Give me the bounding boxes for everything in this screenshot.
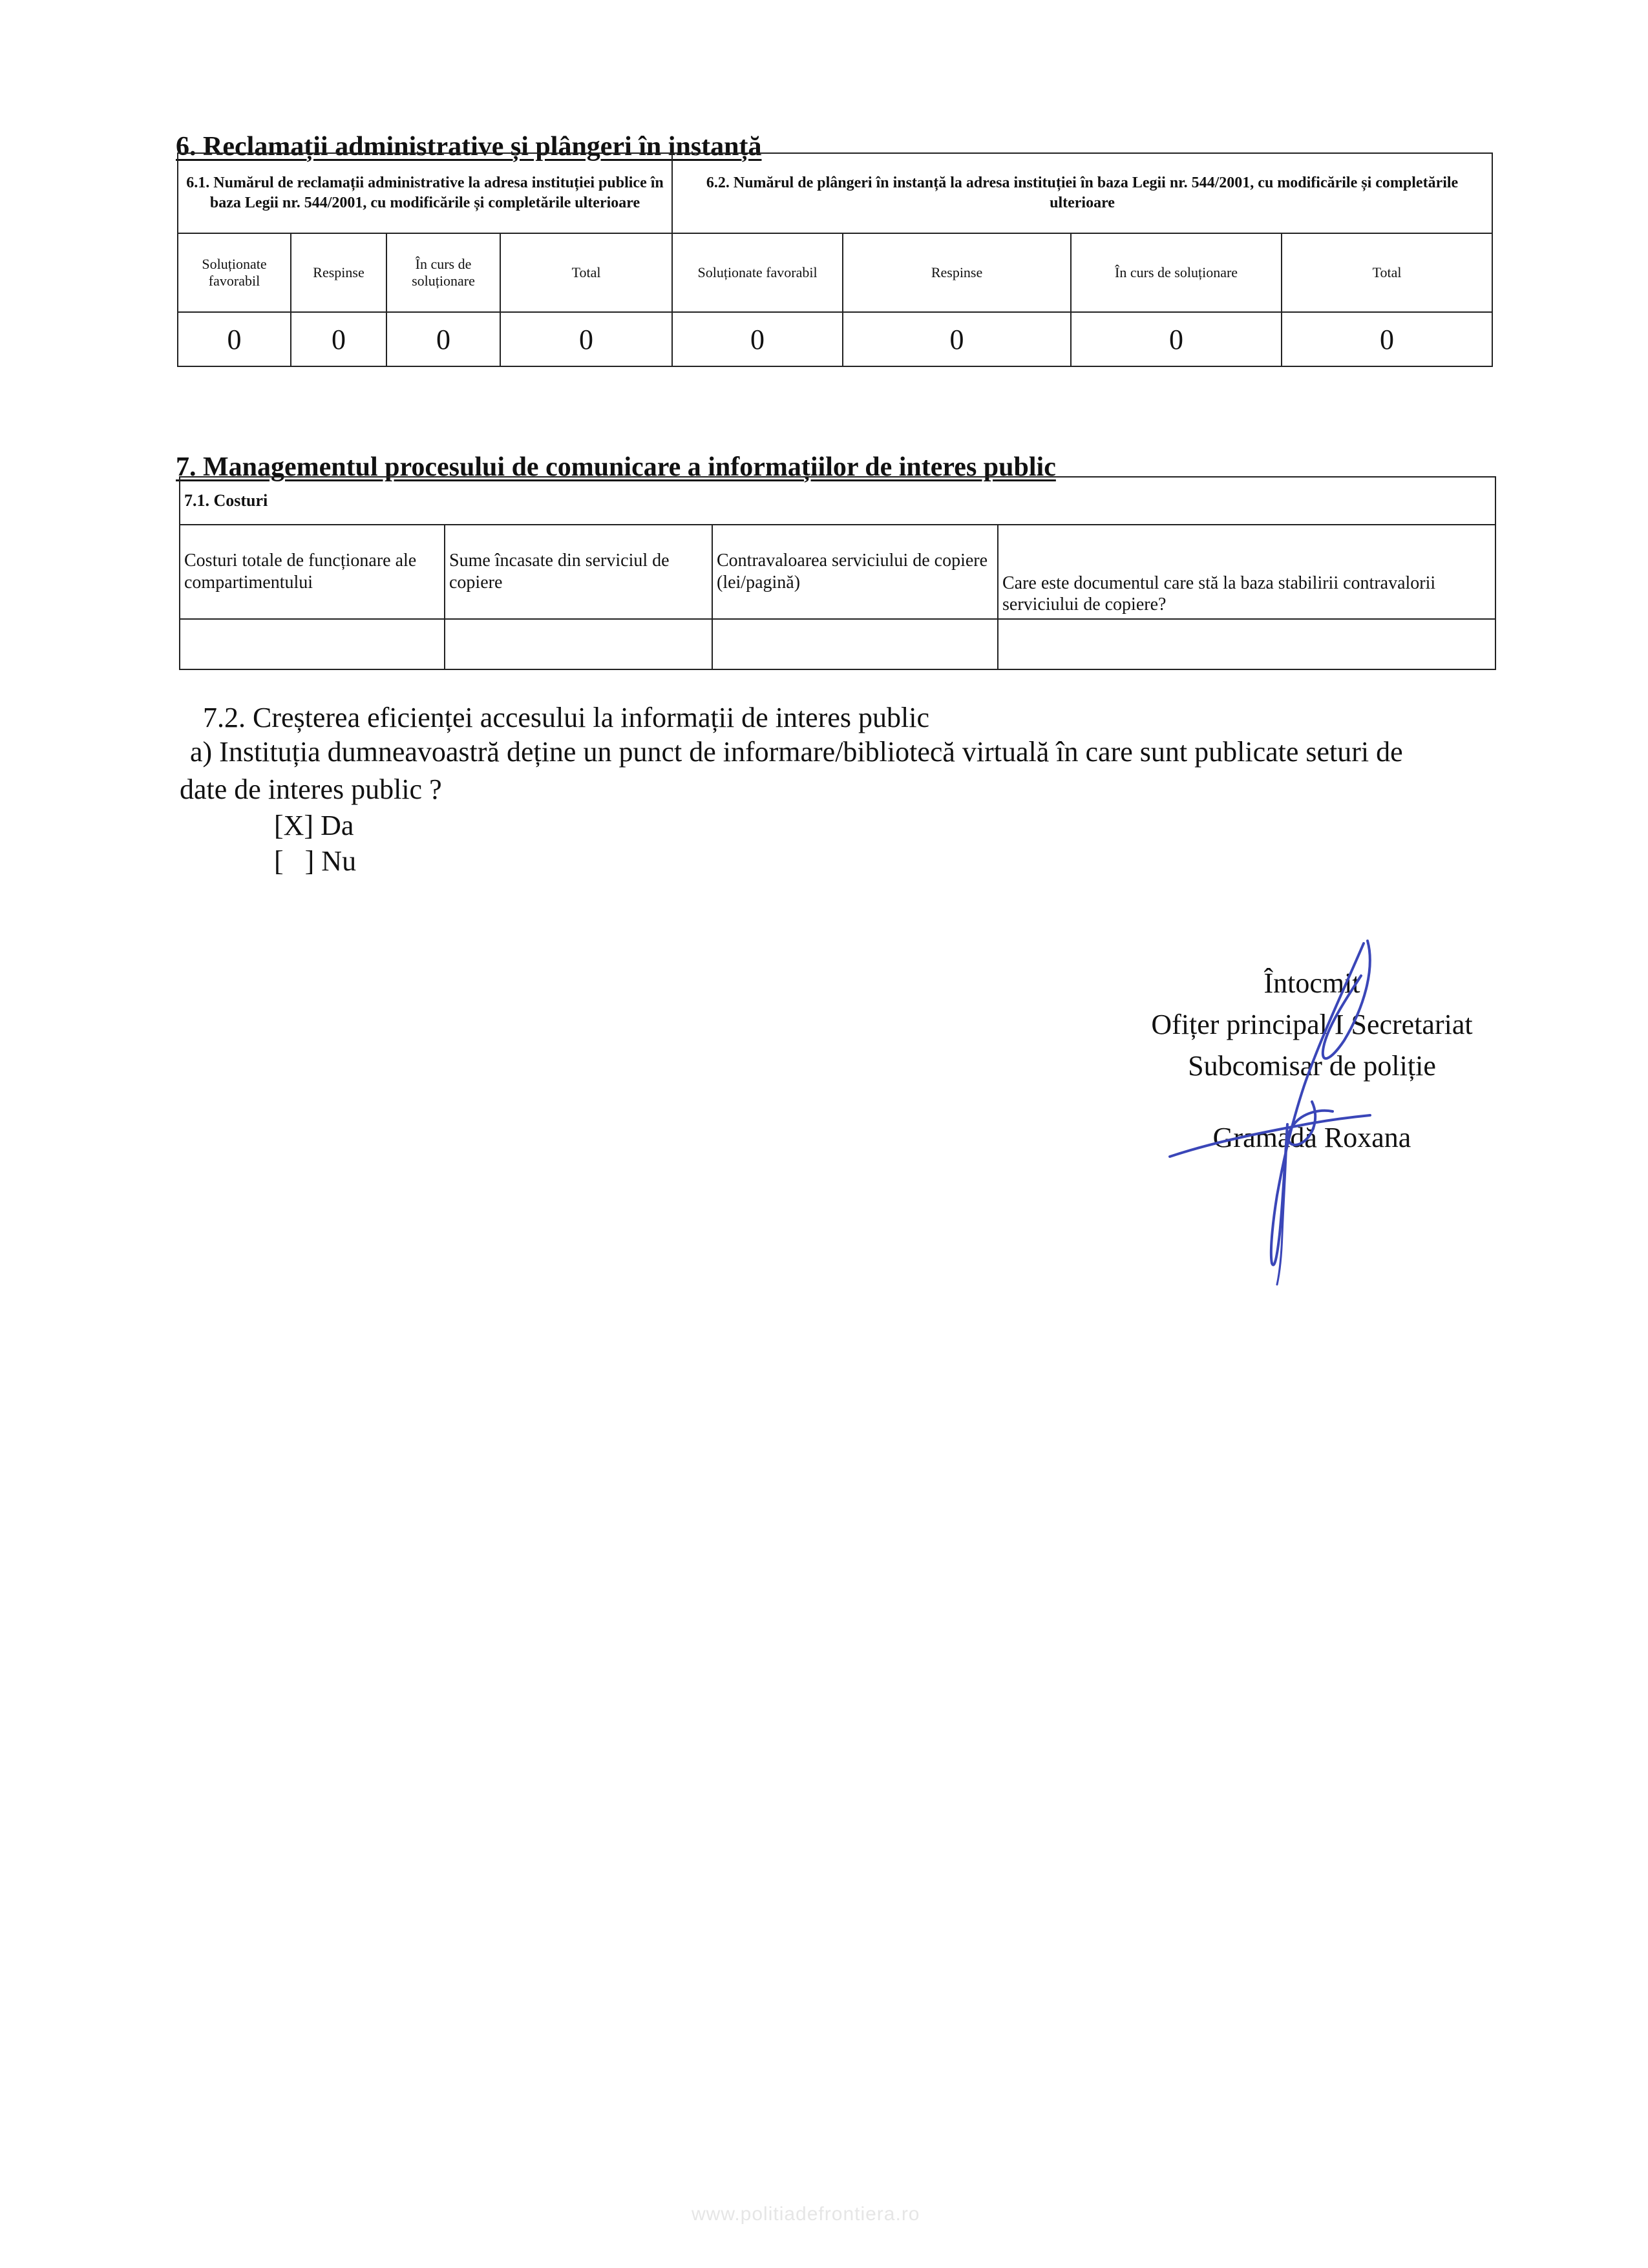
value-rejected-6-1: 0 bbox=[291, 312, 386, 366]
value-pending-6-2: 0 bbox=[1071, 312, 1282, 366]
question-line-2: date de interes public ? bbox=[180, 773, 442, 805]
efficiency-title: 7.2. Creșterea eficienței accesului la informații de interes public bbox=[203, 702, 929, 733]
col-header-total-6-1: Total bbox=[500, 233, 672, 312]
cost-value-basis-document bbox=[998, 619, 1495, 669]
cost-value-total-operating bbox=[180, 619, 445, 669]
col-header-rejected-6-1: Respinse bbox=[291, 233, 386, 312]
cost-value-copy-price bbox=[712, 619, 998, 669]
col-header-rejected-6-2: Respinse bbox=[843, 233, 1071, 312]
value-pending-6-1: 0 bbox=[386, 312, 500, 366]
col-header-resolved-6-2: Soluționate favorabil bbox=[672, 233, 843, 312]
complaints-table bbox=[177, 152, 1493, 367]
option-no: [ ] Nu bbox=[274, 845, 357, 877]
question-line-1: a) Instituția dumneavoastră deține un punct de informare/bibliotecă virtuală în care sunt publicate seturi de bbox=[190, 736, 1403, 768]
signature-rank-position: Ofițer principal I Secretariat bbox=[1151, 1008, 1473, 1040]
watermark: www.politiadefrontiera.ro bbox=[692, 2203, 920, 2225]
section-7-title: 7. Managementul procesului de comunicare a informațiilor de interes public bbox=[176, 452, 1056, 482]
col-header-pending-6-1: În curs de soluționare bbox=[386, 233, 500, 312]
cost-col-total-operating: Costuri totale de funcționare ale compartimentului bbox=[180, 525, 445, 619]
costs-table bbox=[179, 476, 1496, 670]
section-6-title: 6. Reclamații administrative și plângeri în instanță bbox=[176, 132, 762, 162]
value-resolved-6-1: 0 bbox=[178, 312, 291, 366]
signature-police-rank: Subcomisar de poliție bbox=[1188, 1049, 1436, 1082]
costs-header: 7.1. Costuri bbox=[180, 477, 1495, 525]
value-total-6-2: 0 bbox=[1282, 312, 1492, 366]
value-total-6-1: 0 bbox=[500, 312, 672, 366]
cost-col-basis-document: Care este documentul care stă la baza stabilirii contravalorii serviciului de copiere? bbox=[998, 525, 1495, 619]
col-header-pending-6-2: În curs de soluționare bbox=[1071, 233, 1282, 312]
cost-col-copy-income: Sume încasate din serviciul de copiere bbox=[445, 525, 712, 619]
group-header-6-1: 6.1. Numărul de reclamații administrative la adresa instituției publice în baza Legii nr. 544/2001, cu modificările și completările ulterioare bbox=[178, 153, 672, 233]
signature-prepared-by: Întocmit bbox=[1263, 967, 1360, 999]
cost-value-copy-income bbox=[445, 619, 712, 669]
signature-name: Gramadă Roxana bbox=[1212, 1122, 1411, 1154]
col-header-resolved-6-1: Soluționate favorabil bbox=[178, 233, 291, 312]
handwritten-signature-icon bbox=[1150, 930, 1422, 1292]
value-resolved-6-2: 0 bbox=[672, 312, 843, 366]
group-header-6-2: 6.2. Numărul de plângeri în instanță la adresa instituției în baza Legii nr. 544/2001, cu modificările și completările ulterioare bbox=[672, 153, 1492, 233]
col-header-total-6-2: Total bbox=[1282, 233, 1492, 312]
option-yes-checked: [X] Da bbox=[274, 810, 354, 841]
cost-col-copy-price: Contravaloarea serviciului de copiere (lei/pagină) bbox=[712, 525, 998, 619]
value-rejected-6-2: 0 bbox=[843, 312, 1071, 366]
